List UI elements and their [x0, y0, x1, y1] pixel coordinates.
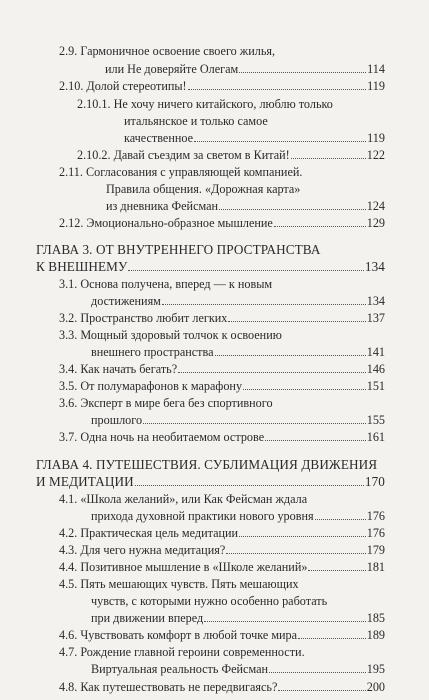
leader-dots	[298, 638, 366, 639]
toc-page: 119	[367, 131, 385, 145]
toc-page: 114	[367, 62, 385, 76]
toc-2-12	[59, 216, 385, 231]
toc-2-11-line3	[106, 199, 385, 214]
toc-4-7-line1	[59, 645, 305, 660]
chapter-title: К ВНЕШНЕМУ	[36, 259, 128, 274]
toc-number: 3.5.	[59, 379, 78, 393]
toc-3-6-line2	[91, 413, 385, 428]
leader-dots	[291, 158, 366, 159]
toc-page: 195	[366, 662, 385, 676]
toc-title: Для чего нужна медитация?	[80, 543, 226, 557]
leader-dots	[204, 621, 366, 622]
leader-dots	[239, 536, 366, 537]
toc-title: внешнего пространства	[91, 345, 214, 359]
leader-dots	[265, 440, 366, 441]
toc-title: Мощный здоровый толчок к освоению	[80, 328, 282, 342]
toc-page: 179	[366, 543, 385, 557]
toc-page: 119	[367, 79, 385, 93]
toc-title: «Школа желаний», или Как Фейсман ждала	[80, 492, 308, 506]
toc-4-1-line2	[91, 509, 385, 524]
toc-title: Гармоничное освоение своего жилья,	[80, 44, 276, 58]
toc-title: Как начать бегать?	[80, 362, 178, 376]
leader-dots	[269, 672, 366, 673]
toc-number: 4.5.	[59, 577, 78, 591]
toc-title: Практическая цель медитации	[80, 526, 239, 540]
toc-2-10-1-line2	[124, 114, 268, 129]
toc-3-5	[59, 379, 385, 394]
chapter-4-heading-line2	[36, 474, 385, 489]
toc-4-8	[59, 680, 385, 695]
toc-title: Пространство любит легких	[80, 311, 228, 325]
toc-page: 122	[366, 148, 385, 162]
toc-title: Пять мешающих чувств. Пять мешающих	[80, 577, 299, 591]
toc-4-2	[59, 526, 385, 541]
toc-title: или Не доверяйте Олегам	[105, 62, 239, 76]
toc-2-10-1-line1	[77, 97, 333, 112]
toc-title: Правила общения. «Дорожная карта»	[106, 182, 301, 196]
toc-page: 185	[366, 611, 385, 625]
toc-2-9-line1	[59, 44, 275, 59]
toc-page: 200	[366, 680, 385, 694]
leader-dots	[219, 209, 366, 210]
toc-page: 134	[366, 294, 385, 308]
toc-page: 129	[366, 216, 385, 230]
toc-2-11-line2	[106, 182, 300, 197]
toc-number: 2.9.	[59, 44, 78, 58]
toc-page: 124	[366, 199, 385, 213]
toc-number: 3.7.	[59, 430, 78, 444]
toc-4-1-line1	[59, 492, 307, 507]
toc-title: Чувствовать комфорт в любой точке мира	[80, 628, 298, 642]
toc-number: 3.6.	[59, 396, 78, 410]
toc-3-6-line1	[59, 396, 273, 411]
toc-2-9-line2	[105, 62, 385, 77]
toc-page: 181	[366, 560, 385, 574]
toc-title: Как путешествовать не передвигаясь?	[80, 680, 278, 694]
toc-number: 3.2.	[59, 311, 78, 325]
toc-page: 146	[366, 362, 385, 376]
toc-title: прихода духовной практики нового уровня	[91, 509, 314, 523]
toc-number: 2.10.1.	[77, 97, 111, 111]
leader-dots	[162, 304, 366, 305]
toc-number: 4.4.	[59, 560, 78, 574]
toc-3-3-line1	[59, 328, 282, 343]
toc-title: Основа получена, вперед — к новым	[80, 277, 273, 291]
toc-3-3-line2	[91, 345, 385, 360]
toc-3-1-line2	[91, 294, 385, 309]
toc-3-7	[59, 430, 385, 445]
toc-title: Давай съездим за светом в Китай!	[113, 148, 290, 162]
toc-4-5-line3	[91, 611, 385, 626]
toc-number: 2.10.	[59, 79, 84, 93]
toc-page: 176	[366, 509, 385, 523]
leader-dots	[274, 226, 366, 227]
toc-title: Долой стереотипы!	[86, 79, 187, 93]
toc-4-6	[59, 628, 385, 643]
toc-number: 2.10.2.	[77, 148, 111, 162]
toc-title: чувств, с которыми нужно особенно работать	[91, 594, 328, 608]
toc-4-4	[59, 560, 385, 575]
toc-page: 189	[366, 628, 385, 642]
toc-title: достижениям	[91, 294, 161, 308]
toc-title: Эмоционально-образное мышление	[86, 216, 273, 230]
chapter-4-heading-line1	[36, 457, 377, 472]
leader-dots	[178, 372, 366, 373]
toc-3-4	[59, 362, 385, 377]
toc-title: Согласования с управляющей компанией.	[85, 165, 303, 179]
toc-2-11-line1	[59, 165, 302, 180]
leader-dots	[128, 270, 363, 271]
chapter-title: И МЕДИТАЦИИ	[36, 474, 134, 489]
toc-4-5-line1	[59, 577, 299, 592]
leader-dots	[188, 89, 367, 90]
toc-3-2	[59, 311, 385, 326]
toc-page: 141	[366, 345, 385, 359]
leader-dots	[278, 690, 365, 691]
chapter-3-heading-line1	[36, 242, 320, 257]
toc-number: 4.7.	[59, 645, 78, 659]
leader-dots	[135, 485, 364, 486]
toc-page: 161	[366, 430, 385, 444]
toc-number: 3.1.	[59, 277, 78, 291]
toc-page: 155	[366, 413, 385, 427]
toc-title: прошлого	[91, 413, 143, 427]
toc-number: 2.12.	[59, 216, 84, 230]
leader-dots	[143, 423, 366, 424]
toc-number: 4.2.	[59, 526, 78, 540]
chapter-3-heading-line2	[36, 259, 385, 274]
leader-dots	[243, 389, 366, 390]
toc-title: Позитивное мышление в «Школе желаний»	[80, 560, 308, 574]
leader-dots	[308, 570, 365, 571]
toc-4-5-line2	[91, 594, 327, 609]
toc-number: 4.3.	[59, 543, 78, 557]
toc-number: 3.3.	[59, 328, 78, 342]
toc-2-10-1-line3	[124, 131, 385, 146]
toc-3-1-line1	[59, 277, 272, 292]
toc-title: Виртуальная реальность Фейсман	[91, 662, 269, 676]
toc-title: Одна ночь на необитаемом острове	[80, 430, 265, 444]
leader-dots	[239, 72, 366, 73]
toc-number: 4.6.	[59, 628, 78, 642]
toc-4-3	[59, 543, 385, 558]
toc-title: при движении вперед	[91, 611, 204, 625]
chapter-title: ГЛАВА 3. ОТ ВНУТРЕННЕГО ПРОСТРАНСТВА	[36, 242, 321, 257]
chapter-title: ГЛАВА 4. ПУТЕШЕСТВИЯ. СУБЛИМАЦИЯ ДВИЖЕНИЯ	[36, 457, 378, 472]
toc-title: из дневника Фейсман	[106, 199, 219, 213]
toc-number: 4.8.	[59, 680, 78, 694]
toc-title: качественное	[124, 131, 194, 145]
toc-number: 2.11.	[59, 165, 83, 179]
leader-dots	[226, 553, 365, 554]
toc-title: Эксперт в мире бега без спортивного	[80, 396, 273, 410]
leader-dots	[194, 141, 366, 142]
toc-page: 170	[364, 474, 385, 489]
toc-page: 137	[366, 311, 385, 325]
toc-title: Рождение главной героини современности.	[80, 645, 305, 659]
toc-page: 134	[364, 259, 385, 274]
leader-dots	[215, 355, 366, 356]
toc-number: 3.4.	[59, 362, 78, 376]
leader-dots	[315, 519, 366, 520]
toc-title: итальянское и только самое	[124, 114, 268, 128]
toc-title: Не хочу ничего китайского, люблю только	[113, 97, 333, 111]
toc-4-7-line2	[91, 662, 385, 677]
toc-title: От полумарафонов к марафону	[80, 379, 243, 393]
toc-2-10	[59, 79, 385, 94]
toc-number: 4.1.	[59, 492, 78, 506]
toc-page: 176	[366, 526, 385, 540]
toc-page: 151	[366, 379, 385, 393]
toc-2-10-2	[77, 148, 385, 163]
leader-dots	[228, 321, 365, 322]
